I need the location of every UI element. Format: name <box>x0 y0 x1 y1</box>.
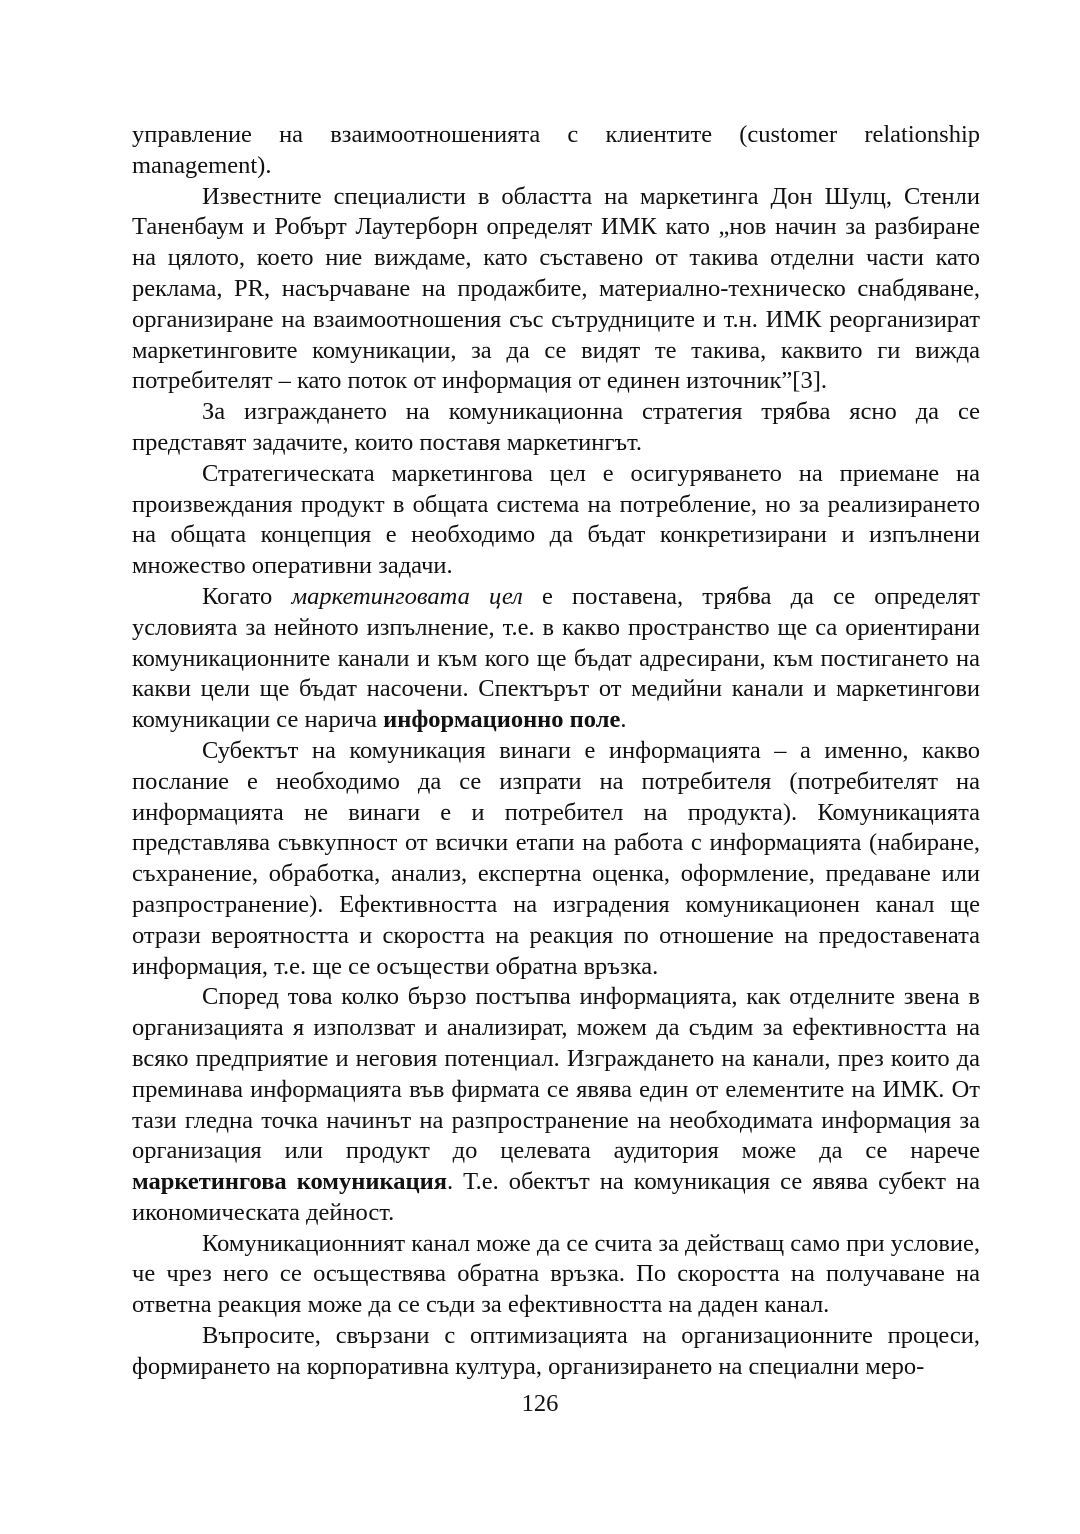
paragraph-6: Субектът на комуникация винаги е информацията – а именно, какво послание е необходимо да се изпрати на потребителя (потребителят на информацията не винаги е и потребител на продукта). Комуникацията представлява съвкупност от всички етапи на работа с информацията (набиране, съхранение, обработка, анализ, експертна оценка, оформление, предаване или разпространение). Ефективността на изградения комуникационен канал ще отрази вероятността и скоростта на реакция по отношение на предоставената информация, т.е. ще се осъществи обратна връзка. <box>132 736 980 980</box>
paragraph-2: Известните специалисти в областта на маркетинга Дон Шулц, Стенли Таненбаум и Робърт Лаутерборн определят ИМК като „нов начин за разбиране на цялото, което ние виждаме, като съставено от такива отделни части като реклама, PR, насърчаване на продажбите, материално-техническо снабдяване, организиране на взаимоотношения със сътрудниците и т.н. ИМК реорганизират маркетинговите комуникации, за да се видят те такива, каквито ги вижда потребителят – като поток от информация от единен източник”[3]. <box>132 182 980 395</box>
paragraph-1: управление на взаимоотношенията с клиентите (customer relationship management). <box>132 121 980 179</box>
paragraph-4: Стратегическата маркетингова цел е осигуряването на приемане на произвеждания продукт в общата система на потребление, но за реализирането на общата концепция е необходимо да бъдат конкретизирани и изпълнени множество оперативни задачи. <box>132 459 980 580</box>
paragraph-5-emphasis: маркетинговата цел <box>291 582 523 610</box>
paragraph-7-text-before: Според това колко бързо постъпва информацията, как отделните звена в организацията я използват и анализират, можем да съдим за ефективността на всяко предприятие и неговия потенциал. Изграждането на канали, през които да преминава информацията във фирмата се явява един от елементите на ИМК. От тази гледна точка начинът на разпространение на необходимата информация за организация или продукт до целевата аудитория може да се нарече <box>132 983 980 1165</box>
paragraph-7-bold-term: маркетингова комуникация <box>132 1168 447 1196</box>
body-text <box>132 120 980 1383</box>
paragraph-5-text-before: Когато <box>202 582 292 610</box>
paragraph-7 <box>132 982 980 1228</box>
paragraph-5 <box>132 582 980 736</box>
paragraph-9: Въпросите, свързани с оптимизацията на организационните процеси, формирането на корпоративна култура, организирането на специални меро- <box>132 1322 980 1380</box>
paragraph-5-bold-term: информационно поле <box>383 706 621 734</box>
paragraph-3: За изграждането на комуникационна стратегия трябва ясно да се представят задачите, които поставя маркетингът. <box>132 398 980 456</box>
paragraph-5-text-after: . <box>620 706 627 734</box>
paragraph-5-text-middle: е поставена, трябва да се определят условията за нейното изпълнение, т.е. в какво пространство ще са ориентирани комуникационните канали и към кого ще бъдат адресирани, към постигането на какви цели ще бъдат насочени. Спектърът от медийни канали и маркетингови комуникации се нарича <box>132 582 980 734</box>
page-number: 126 <box>521 1390 559 1417</box>
paragraph-8: Комуникационният канал може да се счита за действащ само при условие, че чрез него се осъществява обратна връзка. По скоростта на получаване на ответна реакция може да се съди за ефективността на даден канал. <box>132 1229 980 1319</box>
paragraph-7-text-after: . Т.е. обектът на комуникация се явява субект на икономическата дейност. <box>132 1168 980 1226</box>
